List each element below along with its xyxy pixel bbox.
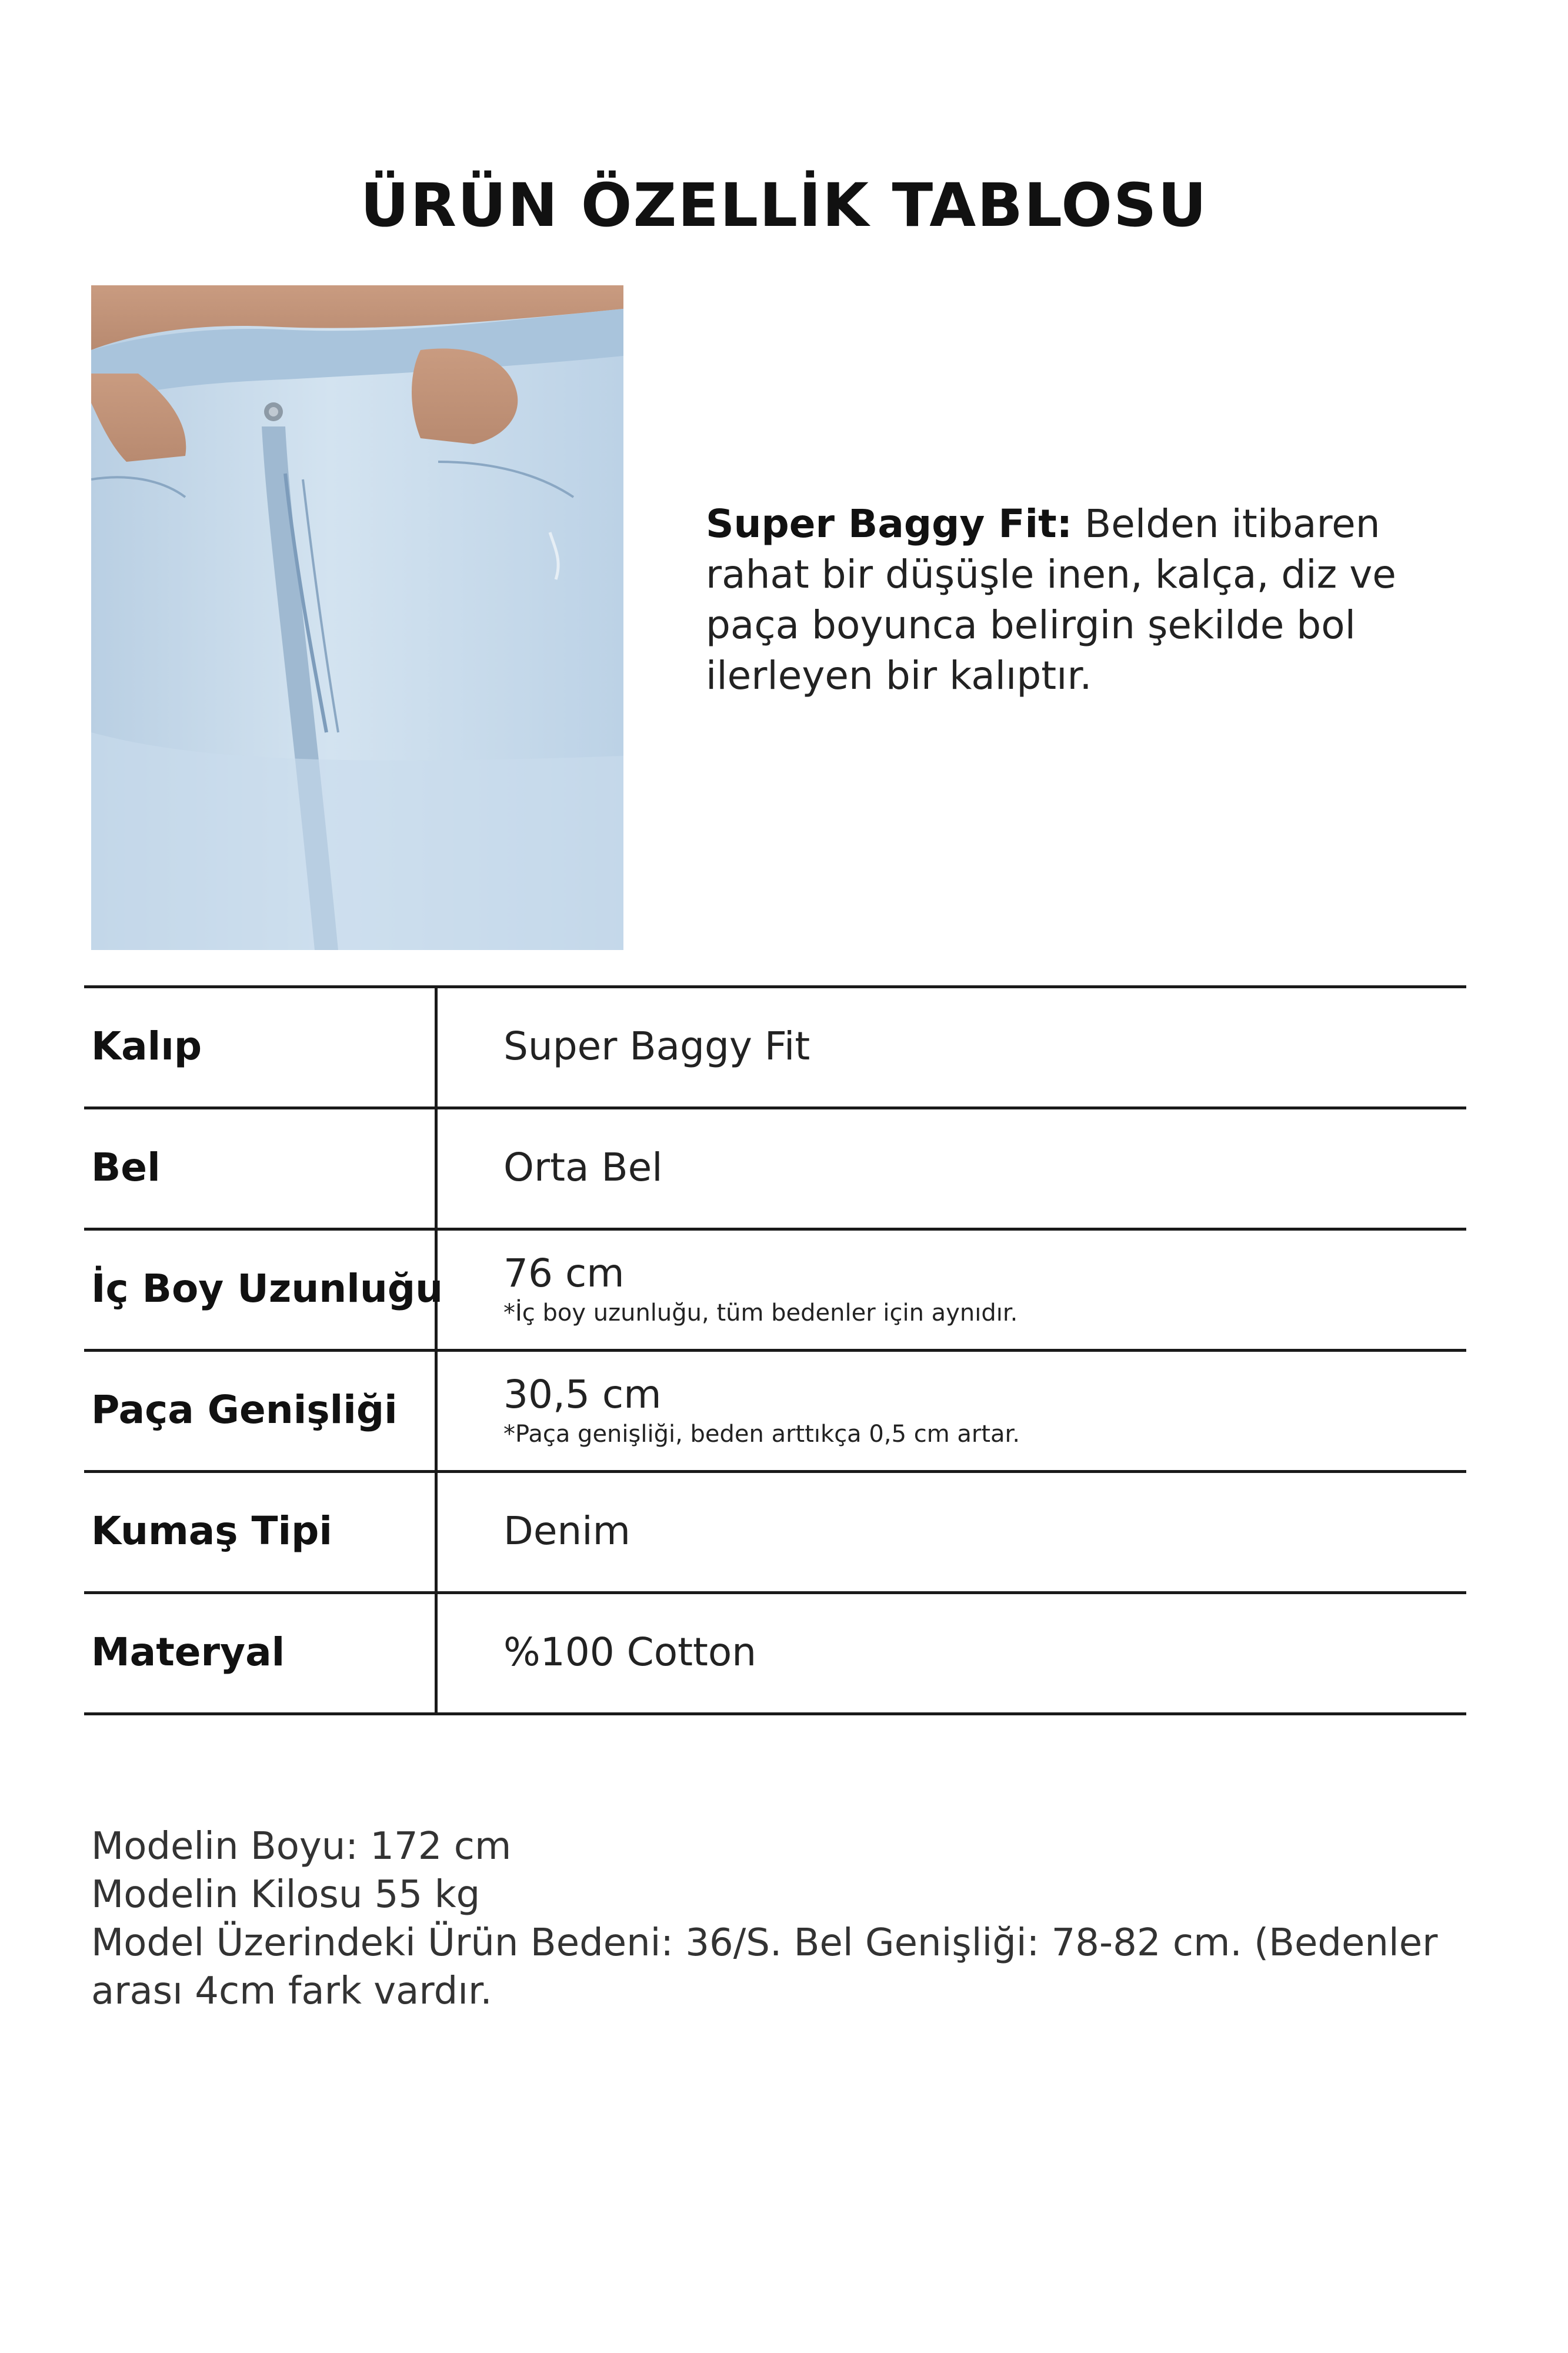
spec-value: %100 Cotton [503, 1629, 757, 1675]
spec-note: *Paça genişliği, beden arttıkça 0,5 cm artar. [503, 1420, 1020, 1448]
table-row [84, 1591, 1466, 1712]
spec-label: İç Boy Uzunluğu [91, 1265, 443, 1311]
model-height: Modelin Boyu: 172 cm [91, 1825, 512, 1868]
spec-label: Paça Genişliği [91, 1387, 398, 1432]
spec-value-cell [503, 1470, 630, 1591]
model-size-info: Model Üzerindeki Ürün Bedeni: 36/S. Bel Genişliği: 78-82 cm. (Bedenler arası 4cm fark vardır. [91, 1921, 1450, 2013]
spec-label: Materyal [91, 1629, 285, 1675]
fit-description-label: Super Baggy Fit: [706, 501, 1073, 546]
product-photo [91, 285, 623, 950]
table-row [84, 1106, 1466, 1228]
table-row [84, 985, 1466, 1106]
spec-note: *İç boy uzunluğu, tüm bedenler için aynıdır. [503, 1299, 1018, 1327]
spec-value: 76 cm [503, 1250, 625, 1296]
model-info [91, 1822, 1479, 2015]
spec-value: Orta Bel [503, 1144, 663, 1190]
page-title: ÜRÜN ÖZELLİK TABLOSU [360, 171, 1208, 241]
spec-value: Super Baggy Fit [503, 1023, 810, 1069]
table-row [84, 1470, 1466, 1591]
jeans-photo-illustration [91, 285, 623, 950]
spec-label: Bel [91, 1144, 161, 1190]
spec-value: 30,5 cm [503, 1371, 662, 1417]
table-divider [84, 1712, 1466, 1715]
spec-value: Denim [503, 1508, 630, 1554]
table-row [84, 1228, 1466, 1349]
fit-description-text: Belden itibaren rahat bir düşüşle inen, kalça, diz ve paça boyunca belirgin şekilde bol ilerleyen bir kalıptır. [706, 501, 1396, 698]
spec-value-cell [503, 1349, 1020, 1470]
spec-value-cell [503, 1106, 663, 1228]
spec-value-cell [503, 985, 810, 1106]
spec-label: Kumaş Tipi [91, 1508, 333, 1554]
fit-description [706, 499, 1494, 701]
spec-value-cell [503, 1591, 756, 1712]
spec-value-cell [503, 1228, 1017, 1349]
table-row [84, 1349, 1466, 1470]
spec-label: Kalıp [91, 1023, 202, 1069]
model-weight: Modelin Kilosu 55 kg [91, 1873, 481, 1917]
